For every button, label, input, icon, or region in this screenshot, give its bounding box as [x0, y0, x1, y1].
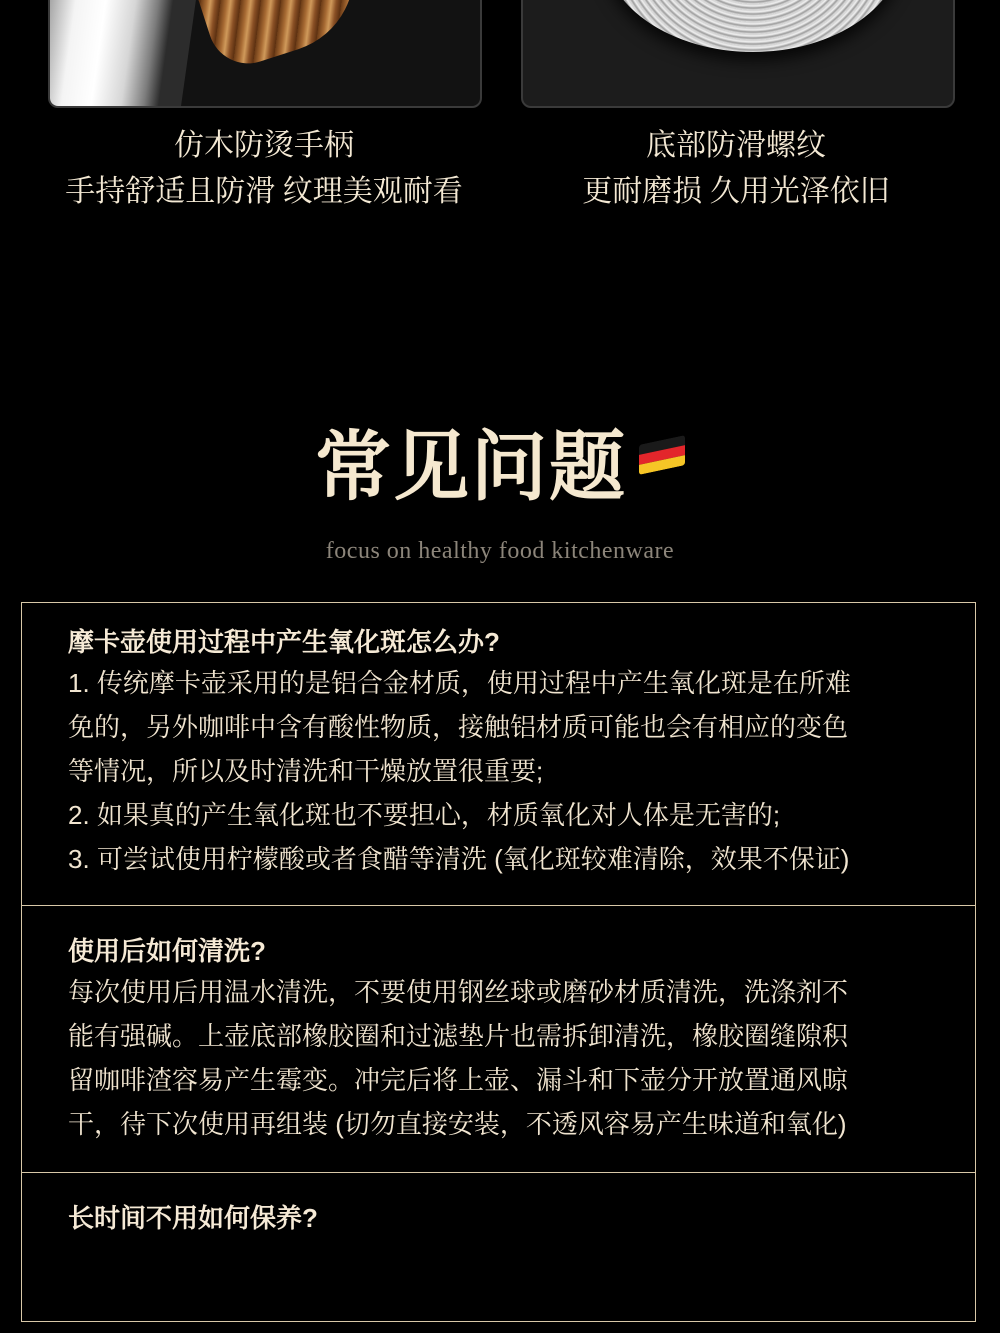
faq-answer-line: 每次使用后用温水清洗，不要使用钢丝球或磨砂材质清洗，洗涤剂不	[68, 977, 849, 1007]
feature-base-text	[486, 123, 986, 215]
faq-item	[22, 906, 975, 1173]
feature-subtitle: 更耐磨损 久用光泽依旧	[582, 175, 890, 208]
faq-answer-line: 1. 传统摩卡壶采用的是铝合金材质，使用过程中产生氧化斑是在所难	[68, 668, 851, 698]
wood-handle-image	[48, 0, 482, 108]
faq-answer-line: 等情况，所以及时清洗和干燥放置很重要;	[68, 756, 544, 786]
faq-subtitle: focus on healthy food kitchenware	[325, 538, 675, 564]
faq-question: 长时间不用如何保养?	[68, 1203, 318, 1233]
feature-title: 底部防滑螺纹	[646, 129, 826, 162]
feature-handle-text	[14, 123, 514, 215]
faq-question: 摩卡壶使用过程中产生氧化斑怎么办?	[68, 627, 500, 657]
faq-answer-line: 2. 如果真的产生氧化斑也不要担心，材质氧化对人体是无害的;	[68, 800, 781, 830]
faq-answer-line: 免的，另外咖啡中含有酸性物质，接触铝材质可能也会有相应的变色	[68, 712, 849, 742]
feature-subtitle: 手持舒适且防滑 纹理美观耐看	[65, 175, 463, 208]
pot-base-image	[521, 0, 955, 108]
faq-question: 使用后如何清洗?	[68, 936, 266, 966]
metal-body-shape	[48, 0, 200, 108]
faq-answer	[68, 661, 931, 881]
faq-answer	[68, 970, 931, 1146]
faq-list	[21, 602, 976, 1322]
faq-answer-line: 能有强碱。上壶底部橡胶圈和过滤垫片也需拆卸清洗，橡胶圈缝隙积	[68, 1021, 849, 1051]
pot-base-shape	[603, 0, 903, 52]
wood-handle-shape	[185, 0, 374, 74]
faq-item	[22, 1173, 975, 1333]
feature-title: 仿木防烫手柄	[174, 129, 354, 162]
faq-answer-line: 留咖啡渣容易产生霉变。冲完后将上壶、漏斗和下壶分开放置通风晾	[68, 1065, 849, 1095]
faq-heading	[0, 418, 1000, 518]
faq-heading-text: 常见问题	[315, 426, 627, 510]
germany-flag-icon	[639, 435, 685, 475]
faq-item	[22, 603, 975, 906]
faq-answer-line: 干，待下次使用再组装 (切勿直接安装，不透风容易产生味道和氧化)	[68, 1109, 847, 1139]
faq-answer-line: 3. 可尝试使用柠檬酸或者食醋等清洗 (氧化斑较难清除，效果不保证)	[68, 844, 850, 874]
